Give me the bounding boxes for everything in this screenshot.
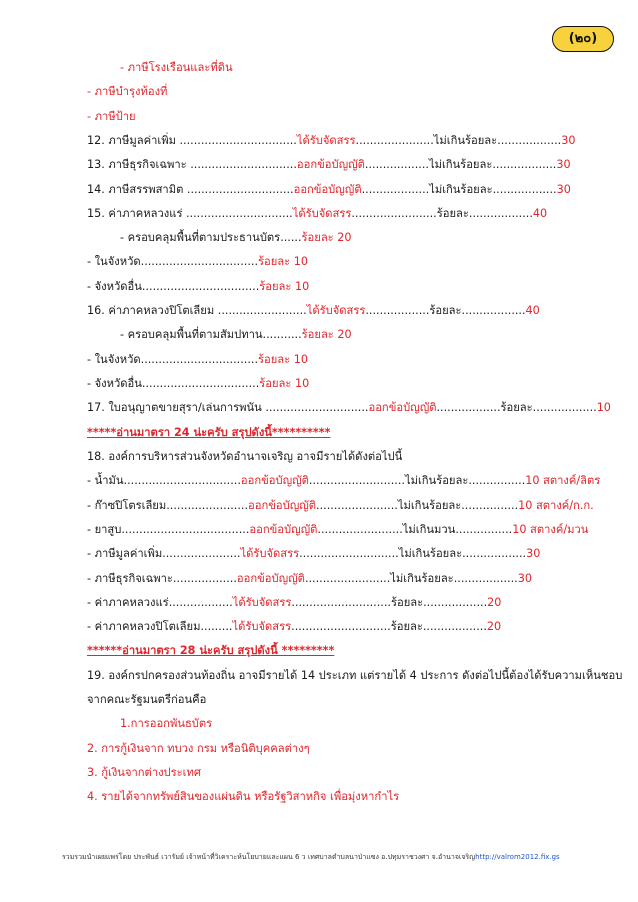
- text-segment: ..................: [365, 304, 430, 318]
- text-segment: ................: [455, 522, 513, 536]
- text-line: [87, 204, 547, 224]
- text-segment: 20: [486, 620, 502, 634]
- footer-link[interactable]: http://valrom2012.fix.gs: [475, 853, 560, 861]
- text-segment: 40: [532, 206, 548, 220]
- text-segment: ไม่เกินร้อยละ: [390, 571, 454, 585]
- text-segment: 10: [596, 401, 611, 415]
- text-line: [87, 180, 571, 200]
- text-segment: ..................: [532, 401, 597, 415]
- text-segment: ร้อยละ: [436, 206, 469, 220]
- text-segment: - ค่าภาคหลวงปิโตเลียม.........: [87, 620, 233, 634]
- text-line: [87, 520, 588, 540]
- text-segment: ร้อยละ: [390, 595, 424, 609]
- text-line: [87, 277, 309, 297]
- text-segment: ไม่เกินมวน: [402, 522, 456, 536]
- text-segment: ร้อยละ 10: [258, 255, 308, 269]
- text-line: [87, 544, 540, 564]
- text-segment: 12. ภาษีมูลค่าเพิ่ม .................................: [87, 133, 297, 147]
- text-segment: 30: [561, 133, 576, 147]
- text-segment: - ในจังหวัด.................................: [87, 352, 258, 366]
- text-line: [87, 301, 540, 321]
- text-segment: ..................: [453, 571, 518, 585]
- text-segment: - น้ำมัน.................................: [87, 474, 241, 488]
- text-segment: ................: [461, 498, 519, 512]
- text-segment: - ยาสูบ....................................: [87, 522, 250, 536]
- text-segment: ไม่เกินร้อยละ: [428, 158, 493, 172]
- text-segment: 2. การกู้เงินจาก ทบวง กรม หรือนิติบุคคลต่างๆ: [87, 741, 310, 755]
- text-segment: - ในจังหวัด.................................: [87, 255, 258, 269]
- text-line: [120, 228, 351, 248]
- text-segment: - ครอบคลุมพื้นที่ตามประธานบัตร......: [120, 231, 302, 245]
- text-segment: ..................: [436, 401, 501, 415]
- text-segment: ออกข้อบัญญัติ: [368, 401, 437, 415]
- text-segment: ออกข้อบัญญัติ: [296, 158, 365, 172]
- text-segment: 10 สตางค์/ก.ก.: [518, 498, 594, 512]
- text-segment: 40: [525, 304, 540, 318]
- text-segment: - จังหวัดอื่น.................................: [87, 377, 260, 391]
- text-segment: 16. ค่าภาคหลวงปิโตเลียม .........................: [87, 304, 307, 318]
- text-segment: ได้รับจัดสรร: [232, 620, 292, 634]
- text-segment: - ครอบคลุมพื้นที่ตามสัมปทาน...........: [120, 328, 302, 342]
- text-segment: ******อ่านมาตรา 28 น่ะครับ สรุปดังนี้ *********: [87, 644, 335, 658]
- text-line: [87, 350, 308, 370]
- page-footer: [62, 852, 560, 863]
- text-line: [87, 690, 206, 710]
- text-segment: 14. ภาษีสรรพสามิต ..............................: [87, 182, 294, 196]
- text-segment: 17. ใบอนุญาตขายสุรา/เล่นการพนัน .............................: [87, 401, 369, 415]
- text-segment: 19. องค์กรปกครองส่วนท้องถิ่น อาจมีรายได้ 14 ประเภท แต่รายได้ 4 ประการ ดังต่อไปนี้ต้องได้รับความเห็นชอบ: [87, 668, 623, 682]
- footer-text: รวมรวมนำเผยแพร่โดย ประพันธ์ เวารัมย์ เจ้าหน้าที่วิเคราะห์นโยบายและแผน 6 ว เทศบาลตำบลนาป่าแซง อ.ปทุมราชวงศา จ.อำนาจเจริญ: [62, 853, 476, 861]
- text-segment: ..................: [461, 304, 526, 318]
- text-line: [87, 569, 532, 589]
- text-segment: 20: [487, 595, 502, 609]
- text-line: [87, 374, 309, 394]
- text-segment: ร้อยละ: [390, 620, 423, 634]
- text-segment: ..................: [497, 133, 562, 147]
- text-segment: ไม่เกินร้อยละ: [404, 474, 469, 488]
- text-segment: จากคณะรัฐมนตรีก่อนคือ: [87, 693, 207, 707]
- text-segment: 13. ภาษีธุรกิจเฉพาะ ..............................: [87, 158, 297, 172]
- text-segment: - ภาษีมูลค่าเพิ่ม......................: [87, 547, 241, 561]
- text-line: [87, 155, 571, 175]
- text-segment: ......................: [355, 133, 434, 147]
- text-segment: 10 สตางค์/มวน: [512, 522, 589, 536]
- text-segment: ไม่เกินร้อยละ: [429, 182, 493, 196]
- text-line: [120, 58, 233, 78]
- text-line: [87, 471, 600, 491]
- text-segment: ร้อยละ 20: [301, 328, 352, 342]
- text-segment: .......................: [316, 498, 398, 512]
- text-segment: - ค่าภาคหลวงแร่..................: [87, 595, 233, 609]
- text-segment: ออกข้อบัญญัติ: [248, 498, 317, 512]
- text-segment: ร้อยละ 10: [258, 352, 308, 366]
- text-segment: - ภาษีป้าย: [87, 109, 136, 123]
- text-segment: ........................: [351, 206, 437, 220]
- text-line: [87, 641, 334, 661]
- text-line: [87, 617, 501, 637]
- text-segment: ร้อยละ 10: [259, 377, 310, 391]
- text-segment: ................: [468, 474, 526, 488]
- text-segment: ...................: [361, 182, 430, 196]
- text-segment: - ก๊าซปิโตรเลียม.......................: [87, 498, 249, 512]
- text-segment: 30: [556, 182, 571, 196]
- text-segment: ..................: [492, 182, 557, 196]
- text-line: [87, 423, 330, 443]
- text-line: [120, 714, 212, 734]
- text-segment: ร้อยละ 10: [259, 279, 310, 293]
- text-line: [87, 787, 399, 807]
- text-segment: ............................: [291, 620, 391, 634]
- text-line: [87, 107, 136, 127]
- text-segment: ได้รับจัดสรร: [232, 595, 292, 609]
- text-segment: 30: [517, 571, 532, 585]
- text-segment: *****อ่านมาตรา 24 น่ะครับ สรุปดังนี้**********: [87, 425, 331, 439]
- text-segment: 30: [556, 158, 571, 172]
- text-line: [87, 739, 310, 759]
- text-segment: - ภาษีธุรกิจเฉพาะ..................: [87, 571, 237, 585]
- text-segment: 30: [526, 547, 541, 561]
- text-segment: 10 สตางค์/ลิตร: [525, 474, 601, 488]
- text-segment: ไม่เกินร้อยละ: [398, 547, 463, 561]
- text-segment: 18. องค์การบริหารส่วนจังหวัดอำนาจเจริญ อาจมีรายได้ดังต่อไปนี้: [87, 449, 403, 463]
- text-segment: - ภาษีบำรุงท้องที่: [87, 85, 168, 99]
- text-segment: ออกข้อบัญญัติ: [249, 522, 318, 536]
- text-segment: ไม่เกินร้อยละ: [397, 498, 462, 512]
- text-segment: ..................: [462, 547, 527, 561]
- text-segment: - ภาษีโรงเรือนและที่ดิน: [120, 61, 233, 74]
- text-line: [87, 447, 402, 467]
- text-segment: ..................: [423, 595, 488, 609]
- text-segment: ได้รับจัดสรร: [292, 206, 352, 220]
- text-segment: ไม่เกินร้อยละ: [433, 133, 498, 147]
- text-segment: ........................: [304, 571, 391, 585]
- text-segment: ออกข้อบัญญัติ: [293, 182, 362, 196]
- text-line: [87, 82, 167, 102]
- text-segment: ..................: [364, 158, 429, 172]
- text-segment: ..................: [422, 620, 487, 634]
- text-segment: ได้รับจัดสรร: [306, 304, 366, 318]
- text-segment: ...........................: [308, 474, 405, 488]
- text-line: [87, 131, 575, 151]
- text-line: [87, 763, 201, 783]
- text-segment: ออกข้อบัญญัติ: [236, 571, 305, 585]
- text-segment: ร้อยละ: [500, 401, 533, 415]
- text-segment: ออกข้อบัญญัติ: [240, 474, 309, 488]
- text-line: [87, 398, 611, 418]
- text-segment: ร้อยละ: [429, 304, 462, 318]
- text-segment: ..................: [468, 206, 533, 220]
- text-segment: ............................: [299, 547, 399, 561]
- text-segment: ..................: [492, 158, 557, 172]
- text-segment: 4. รายได้จากทรัพย์สินของแผ่นดิน หรือรัฐวิสาหกิจ เพื่อมุ่งหากำไร: [87, 790, 400, 804]
- text-segment: ร้อยละ 20: [301, 231, 352, 245]
- text-line: [120, 325, 352, 345]
- text-line: [87, 593, 501, 613]
- text-segment: ............................: [291, 595, 391, 609]
- text-segment: ........................: [317, 522, 403, 536]
- text-segment: 15. ค่าภาคหลวงแร่ ..............................: [87, 206, 293, 220]
- text-segment: ได้รับจัดสรร: [296, 133, 356, 147]
- text-segment: - จังหวัดอื่น.................................: [87, 279, 260, 293]
- text-line: [87, 666, 622, 686]
- text-segment: 1.การออกพันธบัตร: [120, 717, 213, 731]
- text-segment: 3. กู้เงินจากต่างประเทศ: [87, 765, 201, 779]
- text-line: [87, 252, 308, 272]
- page-number-badge: (๒๐): [552, 26, 614, 52]
- text-line: [87, 496, 594, 516]
- text-segment: ได้รับจัดสรร: [240, 547, 300, 561]
